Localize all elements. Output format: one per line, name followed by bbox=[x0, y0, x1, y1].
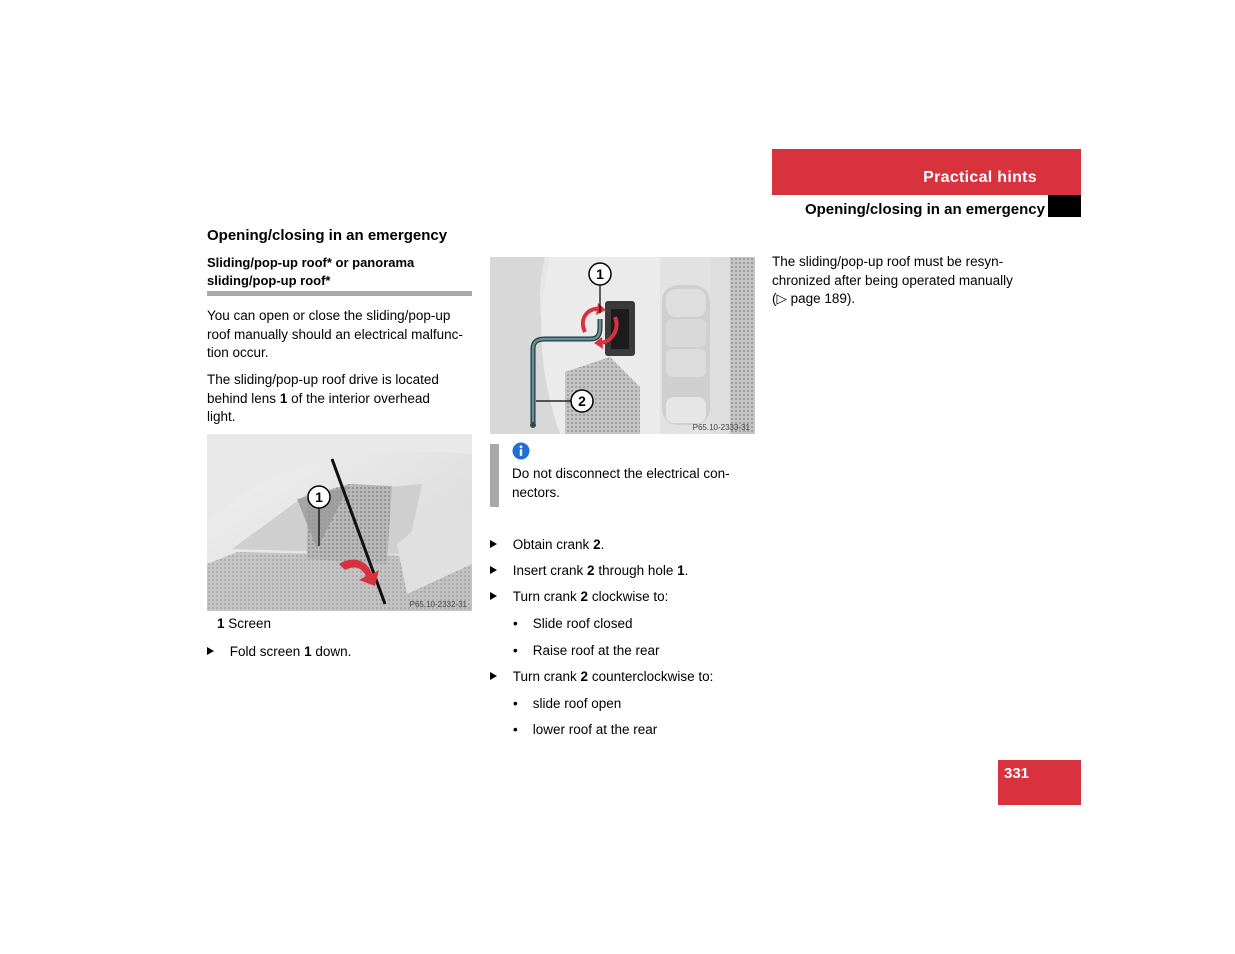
page-number: 331 bbox=[1004, 765, 1030, 782]
text-line bbox=[207, 390, 479, 409]
ref-number: 2 bbox=[593, 537, 601, 552]
bullet-arrow-icon bbox=[490, 540, 497, 548]
bullet-arrow-icon bbox=[490, 672, 497, 680]
text-span: . bbox=[600, 537, 605, 552]
crank-illustration bbox=[490, 257, 755, 434]
intro-paragraph bbox=[207, 307, 479, 363]
step-obtain-crank bbox=[490, 536, 604, 554]
ref-number: 1 bbox=[279, 390, 288, 406]
text-span: counterclockwise to: bbox=[588, 669, 714, 684]
step-turn-counterclockwise bbox=[490, 668, 713, 686]
text-line: roof manually should an electrical malfunc- bbox=[207, 326, 463, 342]
text-span: through hole bbox=[594, 563, 678, 578]
ref-number: 2 bbox=[580, 669, 589, 684]
step-fold-screen bbox=[207, 643, 351, 661]
text-span: clockwise to: bbox=[588, 589, 669, 604]
sub-item: • Raise roof at the rear bbox=[513, 643, 660, 658]
callout-2: 2 bbox=[578, 393, 586, 409]
sub-item: • slide roof open bbox=[513, 696, 622, 711]
ref-number: 2 bbox=[580, 589, 589, 604]
heading-rule bbox=[207, 291, 472, 296]
legend-text: Screen bbox=[224, 616, 272, 631]
text-line: tion occur. bbox=[207, 345, 269, 360]
page-number-box bbox=[998, 760, 1081, 805]
subsection-title: Opening/closing in an emergency bbox=[804, 201, 1045, 218]
bullet-arrow-icon bbox=[490, 592, 497, 600]
page-heading: Opening/closing in an emergency bbox=[207, 227, 448, 244]
bullet-arrow-icon bbox=[207, 647, 214, 655]
step-turn-clockwise bbox=[490, 588, 668, 606]
text-span: of the interior overhead bbox=[287, 390, 430, 406]
text-span: Obtain crank bbox=[512, 537, 594, 552]
info-text bbox=[512, 465, 752, 502]
step-insert-crank bbox=[490, 562, 688, 580]
figure-crank bbox=[490, 257, 755, 434]
ref-number: 1 bbox=[677, 563, 685, 578]
page-reference[interactable]: (▷ page 189). bbox=[772, 291, 856, 306]
text-line: nectors. bbox=[512, 484, 561, 500]
text-line: The sliding/pop-up roof drive is located bbox=[207, 372, 439, 387]
bullet-arrow-icon bbox=[490, 566, 497, 574]
subheading-line: Sliding/pop-up roof* or panorama bbox=[207, 255, 415, 270]
step-text bbox=[513, 589, 669, 604]
sub-item-text: slide roof open bbox=[532, 696, 622, 711]
legend-number: 1 bbox=[217, 616, 225, 631]
text-span: Turn crank bbox=[512, 589, 581, 604]
subheading bbox=[207, 254, 472, 290]
text-line: chronized after being operated manually bbox=[772, 272, 1013, 288]
sub-item: • Slide roof closed bbox=[513, 616, 633, 631]
info-bar bbox=[490, 444, 499, 507]
location-paragraph bbox=[207, 371, 479, 427]
info-icon bbox=[512, 442, 530, 460]
section-title: Practical hints bbox=[923, 169, 1037, 186]
figure-overhead-light bbox=[207, 434, 472, 611]
figure-legend bbox=[217, 616, 271, 631]
callout-1: 1 bbox=[596, 266, 604, 282]
sub-item-text: Raise roof at the rear bbox=[532, 643, 660, 658]
sub-item-text: Slide roof closed bbox=[532, 616, 633, 631]
text-span: down. bbox=[311, 644, 352, 659]
text-span: Fold screen bbox=[229, 644, 305, 659]
text-line: You can open or close the sliding/pop-up bbox=[207, 308, 451, 323]
text-span: Insert crank bbox=[512, 563, 588, 578]
figure-code: P65.10-2333-31 bbox=[692, 423, 750, 432]
text-line: light. bbox=[207, 409, 236, 424]
ref-number: 1 bbox=[304, 644, 312, 659]
resync-paragraph bbox=[772, 253, 1042, 309]
step-text bbox=[513, 669, 714, 684]
step-text bbox=[230, 644, 352, 659]
step-text bbox=[513, 563, 689, 578]
text-span: . bbox=[684, 563, 689, 578]
section-tab bbox=[772, 149, 1081, 195]
text-line: Do not disconnect the electrical con- bbox=[512, 466, 730, 481]
text-span: Turn crank bbox=[512, 669, 581, 684]
figure-code: P65.10-2332-31 bbox=[409, 600, 467, 609]
section-marker bbox=[1048, 195, 1081, 217]
overhead-light-illustration bbox=[207, 434, 472, 611]
text-line: The sliding/pop-up roof must be resyn- bbox=[772, 254, 1004, 269]
subheading-line: sliding/pop-up roof* bbox=[207, 273, 331, 288]
sub-item-text: lower roof at the rear bbox=[532, 722, 658, 737]
sub-item: • lower roof at the rear bbox=[513, 722, 658, 737]
text-span: behind lens bbox=[207, 390, 280, 406]
ref-number: 2 bbox=[587, 563, 595, 578]
callout-1: 1 bbox=[315, 489, 323, 505]
step-text bbox=[513, 537, 605, 552]
